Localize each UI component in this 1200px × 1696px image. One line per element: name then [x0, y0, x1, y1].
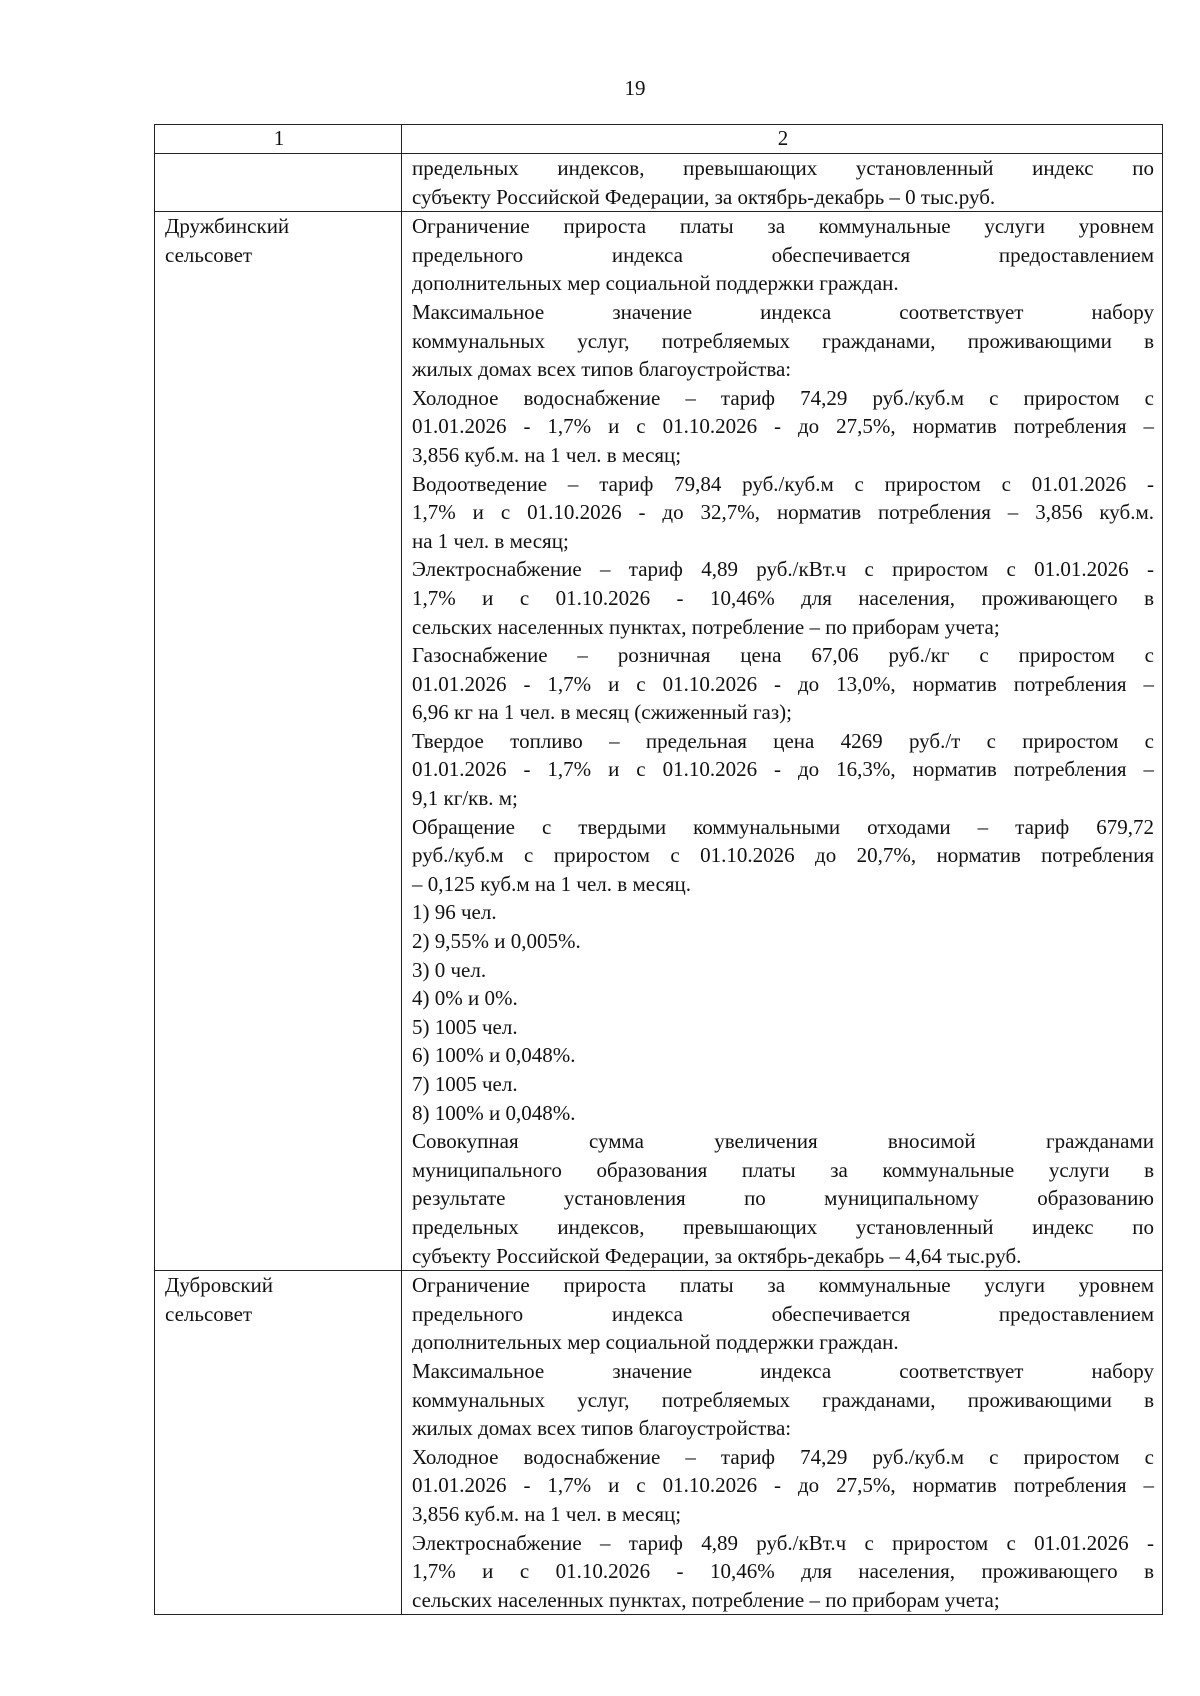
text-line: Холодное водоснабжение – тариф 74,29 руб./куб.м с приростом с — [412, 385, 1154, 410]
table-row — [155, 212, 1163, 1271]
text-line: 01.01.2026 - 1,7% и с 01.10.2026 - до 13,0%, норматив потребления – — [412, 671, 1154, 696]
column-header-2: 2 — [402, 125, 1163, 154]
text-line: результате установления по муниципальному образованию — [412, 1186, 1154, 1211]
text-line: 5) 1005 чел. — [412, 1014, 518, 1039]
text-line: Газоснабжение – розничная цена 67,06 руб./кг с приростом с — [412, 643, 1154, 668]
description-cell — [402, 1271, 1163, 1615]
text-line: Электроснабжение – тариф 4,89 руб./кВт.ч с приростом с 01.01.2026 - — [412, 1530, 1154, 1555]
municipality-name-line: сельсовет — [165, 242, 253, 267]
text-line: Ограничение прироста платы за коммунальные услуги уровнем — [412, 214, 1154, 239]
municipality-name-line: Дружбинский — [165, 214, 290, 239]
text-line: сельских населенных пунктах, потребление – по приборам учета; — [412, 614, 1000, 639]
text-line: коммунальных услуг, потребляемых гражданами, проживающими в — [412, 1387, 1154, 1412]
text-line: 01.01.2026 - 1,7% и с 01.10.2026 - до 27,5%, норматив потребления – — [412, 414, 1154, 439]
text-line: 1,7% и с 01.10.2026 - 10,46% для населения, проживающего в — [412, 1559, 1154, 1584]
text-line: 6,96 кг на 1 чел. в месяц (сжиженный газ); — [412, 700, 792, 725]
text-line: сельских населенных пунктах, потребление – по приборам учета; — [412, 1587, 1000, 1612]
text-line: дополнительных мер социальной поддержки граждан. — [412, 1330, 899, 1355]
text-line: Максимальное значение индекса соответствует набору — [412, 299, 1154, 324]
table-header-row — [155, 125, 1163, 154]
text-line: Холодное водоснабжение – тариф 74,29 руб./куб.м с приростом с — [412, 1444, 1154, 1469]
text-line: 3) 0 чел. — [412, 957, 487, 982]
description-cell — [402, 212, 1163, 1271]
municipality-name-line: Дубровский — [165, 1273, 274, 1298]
text-line: предельного индекса обеспечивается предоставлением — [412, 1301, 1154, 1326]
description-cell — [402, 154, 1163, 212]
page-number: 19 — [624, 76, 646, 100]
text-line: Электроснабжение – тариф 4,89 руб./кВт.ч с приростом с 01.01.2026 - — [412, 557, 1154, 582]
text-line: 1) 96 чел. — [412, 900, 497, 925]
municipality-name-line: сельсовет — [165, 1301, 253, 1326]
text-line: жилых домах всех типов благоустройства: — [412, 357, 792, 382]
table-body — [155, 154, 1163, 1615]
table-row — [155, 154, 1163, 212]
text-line: Совокупная сумма увеличения вносимой гражданами — [412, 1129, 1154, 1154]
text-line: Обращение с твердыми коммунальными отходами – тариф 679,72 — [412, 814, 1154, 839]
text-line: 3,856 куб.м. на 1 чел. в месяц; — [412, 442, 682, 467]
text-line: 7) 1005 чел. — [412, 1072, 518, 1096]
text-line: на 1 чел. в месяц; — [412, 528, 569, 553]
text-line: коммунальных услуг, потребляемых гражданами, проживающими в — [412, 328, 1154, 353]
text-line: 2) 9,55% и 0,005%. — [412, 929, 581, 954]
text-line: 4) 0% и 0%. — [412, 986, 518, 1011]
text-line: 6) 100% и 0,048%. — [412, 1043, 576, 1068]
municipality-cell — [155, 212, 402, 1271]
text-line: предельного индекса обеспечивается предоставлением — [412, 242, 1154, 267]
municipality-cell — [155, 1271, 402, 1615]
column-header-1: 1 — [155, 125, 402, 154]
municipality-cell — [155, 154, 402, 212]
text-line: 01.01.2026 - 1,7% и с 01.10.2026 - до 16,3%, норматив потребления – — [412, 757, 1154, 782]
text-line: дополнительных мер социальной поддержки граждан. — [412, 271, 899, 296]
text-line: предельных индексов, превышающих установленный индекс по — [412, 156, 1154, 180]
text-line: Твердое топливо – предельная цена 4269 руб./т с приростом с — [412, 728, 1154, 753]
text-line: субъекту Российской Федерации, за октябрь-декабрь – 4,64 тыс.руб. — [412, 1243, 1022, 1268]
text-line: муниципального образования платы за коммунальные услуги в — [412, 1157, 1154, 1182]
tariff-table — [154, 124, 1163, 1615]
table-row — [155, 1271, 1163, 1615]
text-line: 1,7% и с 01.10.2026 - до 32,7%, норматив потребления – 3,856 куб.м. — [412, 500, 1154, 525]
text-line: руб./куб.м с приростом с 01.10.2026 до 20,7%, норматив потребления — [412, 843, 1154, 868]
text-line: – 0,125 куб.м на 1 чел. в месяц. — [412, 871, 692, 896]
text-line: 3,856 куб.м. на 1 чел. в месяц; — [412, 1501, 682, 1526]
text-line: 9,1 кг/кв. м; — [412, 786, 518, 811]
text-line: Ограничение прироста платы за коммунальные услуги уровнем — [412, 1273, 1154, 1298]
text-line: 1,7% и с 01.10.2026 - 10,46% для населения, проживающего в — [412, 585, 1154, 610]
text-line: 01.01.2026 - 1,7% и с 01.10.2026 - до 27,5%, норматив потребления – — [412, 1473, 1154, 1498]
text-line: предельных индексов, превышающих установленный индекс по — [412, 1214, 1154, 1239]
text-line: субъекту Российской Федерации, за октябрь-декабрь – 0 тыс.руб. — [412, 184, 996, 209]
text-line: жилых домах всех типов благоустройства: — [412, 1416, 792, 1441]
text-line: 8) 100% и 0,048%. — [412, 1100, 576, 1125]
text-line: Максимальное значение индекса соответствует набору — [412, 1358, 1154, 1383]
text-line: Водоотведение – тариф 79,84 руб./куб.м с приростом с 01.01.2026 - — [412, 471, 1154, 496]
